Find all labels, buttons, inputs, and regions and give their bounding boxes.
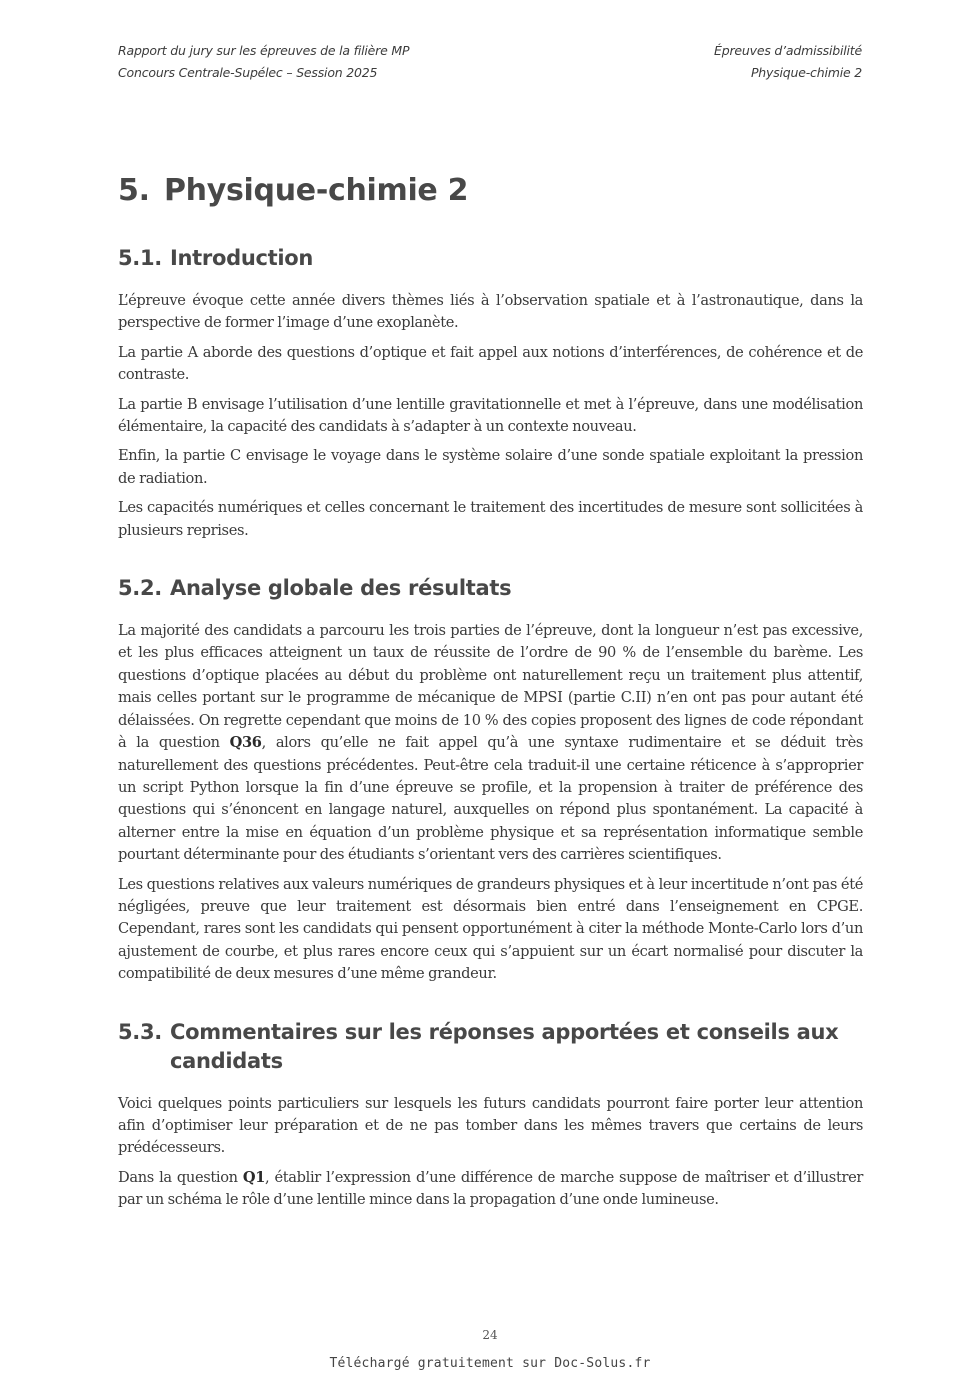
paragraph: Voici quelques points particuliers sur lesquels les futurs candidats pourront faire porter leur attention afin d’optimiser leur préparation et de ne pas tomber dans les mêmes travers que certains de leurs prédécesseurs.: [118, 1094, 863, 1157]
text-run: , alors qu’elle ne fait appel qu’à une syntaxe rudimentaire et se déduit très naturellement des questions précédentes. Peut-être cela traduit-il une certaine réticence à s’approprier un script Python lorsque la fin d’une épreuve se profile, et la propension à traiter de préférence des questions qui s’énoncent en langage naturel, auxquelles on répond plus spontanément. La capacité à alterner entre la mise en équation d’un problème physique et sa représentation informatique semble pourtant déterminante pour des étudiants s’orientant vers des carrières scientifiques.: [118, 734, 863, 864]
section-title: Commentaires sur les réponses apportées et conseils aux candidats: [170, 1019, 839, 1073]
section-number: 5.3.: [118, 1019, 162, 1044]
text-run: Dans la question: [118, 1168, 243, 1186]
section-heading-introduction: [118, 244, 863, 273]
text-run: La majorité des candidats a parcouru les trois parties de l’épreuve, dont la longueur n’est pas excessive, et les plus efficaces atteignent un taux de réussite de l’ordre de 90 % de l’ensemble du barème. Les questions d’optique placées au début du problème ont naturellement reçu un traitement plus attentif, mais celles portant sur le programme de mécanique de MPSI (partie C.II) n’en ont pas pour autant été délaissées. On regrette cependant que moins de 10 % des copies proposent des lignes de code répondant à la question: [118, 622, 863, 752]
chapter-title-text: Physique-chimie 2: [164, 173, 469, 208]
paragraph: Les questions relatives aux valeurs numériques de grandeurs physiques et à leur incertitude n’ont pas été négligées, preuve que leur traitement est désormais bien entré dans l’enseignement en CPGE. Cependant, rares sont les candidats qui pensent opportunément à citer la méthode Monte-Carlo lors d’un ajustement de courbe, et plus rares encore ceux qui s’appuient sur un écart normalisé pour discuter la compatibilité de deux mesures d’une même grandeur.: [118, 875, 863, 983]
page-number: 24: [482, 1328, 498, 1342]
header-subject: Physique-chimie 2: [750, 65, 862, 80]
section-number: 5.2.: [118, 576, 162, 601]
section-heading-commentaires: [118, 1018, 863, 1076]
section-number: 5.1.: [118, 246, 162, 270]
section-title: Introduction: [170, 246, 314, 270]
paragraph: [118, 1167, 863, 1212]
paragraph: Les capacités numériques et celles concernant le traitement des incertitudes de mesure sont sollicitées à plusieurs reprises.: [118, 499, 863, 539]
page-content: [118, 166, 863, 1219]
text-run: , établir l’expression d’une différence de marche suppose de maîtriser et d’illustrer par un schéma le rôle d’une lentille mince dans la propagation d’une onde lumineuse.: [118, 1168, 863, 1209]
download-footer: Téléchargé gratuitement sur Doc-Solus.fr: [329, 1356, 651, 1371]
paragraph: Enfin, la partie C envisage le voyage dans le système solaire d’une sonde spatiale exploitant la pression de radiation.: [118, 447, 863, 487]
chapter-title: [118, 166, 863, 216]
chapter-number: 5.: [118, 173, 150, 208]
section-heading-analyse: [118, 574, 863, 603]
paragraph: La partie A aborde des questions d’optique et fait appel aux notions d’interférences, de cohérence et de contraste.: [118, 343, 863, 384]
header-exam-type: Épreuves d’admissibilité: [714, 43, 862, 58]
question-ref: Q36: [229, 734, 262, 752]
paragraph: [118, 620, 863, 866]
running-header-left: [118, 40, 409, 84]
paragraph: La partie B envisage l’utilisation d’une lentille gravitationnelle et met à l’épreuve, dans une modélisation élémentaire, la capacité des candidats à s’adapter à un contexte nouveau.: [118, 395, 863, 436]
question-ref: Q1: [242, 1168, 266, 1186]
running-header-right: [714, 40, 862, 84]
header-report-title: Rapport du jury sur les épreuves de la filière MP: [118, 43, 410, 58]
section-title: Analyse globale des résultats: [170, 576, 512, 601]
paragraph: L’épreuve évoque cette année divers thèmes liés à l’observation spatiale et à l’astronautique, dans la perspective de former l’image d’une exoplanète.: [118, 292, 863, 332]
header-session: Concours Centrale-Supélec – Session 2025: [118, 65, 378, 80]
